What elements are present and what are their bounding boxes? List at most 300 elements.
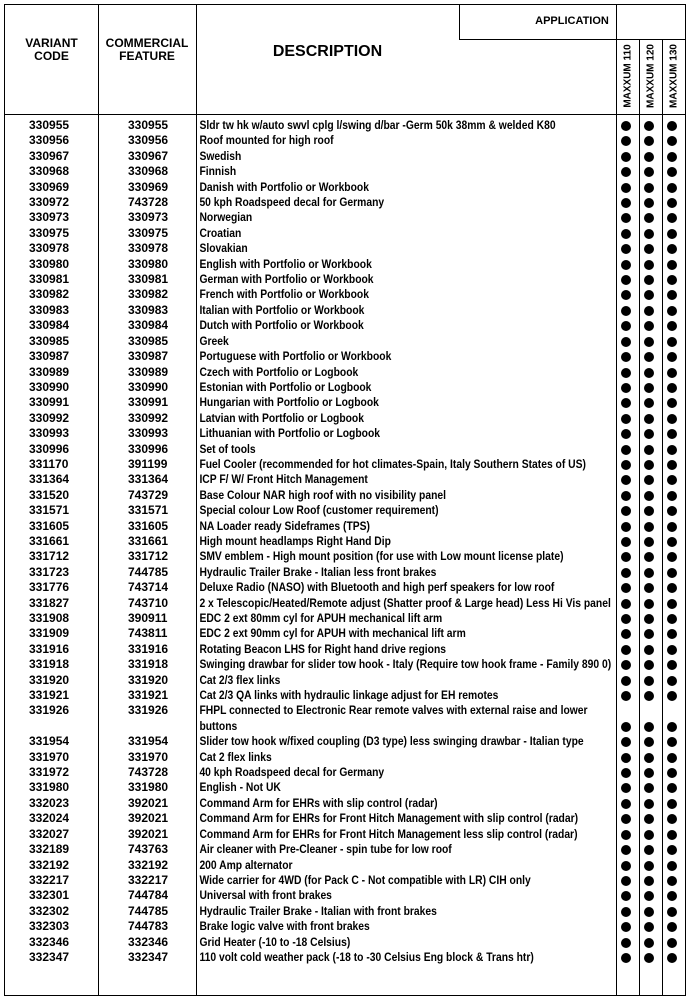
table-row xyxy=(5,334,684,349)
applies-maxxum-110-dot xyxy=(621,229,631,239)
applies-maxxum-120-dot xyxy=(644,136,654,146)
applies-maxxum-120-dot xyxy=(644,722,654,732)
description: FHPL connected to Electronic Rear remote valves with external raise and lower buttons xyxy=(199,703,588,733)
application-marks xyxy=(616,519,684,534)
applies-maxxum-130-dot xyxy=(667,891,677,901)
table-row xyxy=(5,411,684,426)
commercial-feature: 331920 xyxy=(128,672,169,687)
description: Latvian with Portfolio or Logbook xyxy=(199,410,364,425)
applies-maxxum-120-dot xyxy=(644,475,654,485)
applies-maxxum-130-dot xyxy=(667,830,677,840)
description: Lithuanian with Portfolio or Logbook xyxy=(199,426,381,441)
description: Portuguese with Portfolio or Workbook xyxy=(199,349,392,364)
applies-maxxum-110-dot xyxy=(621,152,631,162)
variant-code: 330983 xyxy=(29,302,70,317)
applies-maxxum-110-dot xyxy=(621,737,631,747)
description: Croatian xyxy=(199,225,242,240)
description: Air cleaner with Pre-Cleaner - spin tube for low roof xyxy=(199,842,452,857)
applies-maxxum-130-dot xyxy=(667,491,677,501)
table-row xyxy=(5,873,684,888)
commercial-feature: 392021 xyxy=(128,811,169,826)
application-marks xyxy=(616,503,684,518)
application-marks xyxy=(616,626,684,641)
application-marks xyxy=(616,873,684,888)
description: Fuel Cooler (recommended for hot climates-Spain, Italy Southern States of US) xyxy=(199,456,586,471)
variant-code: 332189 xyxy=(29,842,70,857)
applies-maxxum-120-dot xyxy=(644,737,654,747)
variant-code: 330969 xyxy=(29,179,70,194)
description: Swedish xyxy=(199,148,242,163)
table-row xyxy=(5,688,684,703)
description: 50 kph Roadspeed decal for Germany xyxy=(199,195,385,210)
variant-code: 330980 xyxy=(29,256,70,271)
variant-code: 330955 xyxy=(29,118,70,132)
table-row xyxy=(5,472,684,487)
commercial-feature: 330992 xyxy=(128,410,169,425)
applies-maxxum-130-dot xyxy=(667,306,677,316)
applies-maxxum-120-dot xyxy=(644,445,654,455)
commercial-feature: 331916 xyxy=(128,641,169,656)
application-marks xyxy=(616,488,684,503)
applies-maxxum-120-dot xyxy=(644,260,654,270)
table-row xyxy=(5,426,684,441)
commercial-feature: 330984 xyxy=(128,318,169,333)
commercial-feature: 744785 xyxy=(128,903,169,918)
applies-maxxum-130-dot xyxy=(667,645,677,655)
commercial-feature: 330990 xyxy=(128,379,169,394)
applies-maxxum-130-dot xyxy=(667,183,677,193)
variant-code: 332027 xyxy=(29,826,70,841)
applies-maxxum-110-dot xyxy=(621,891,631,901)
table-row xyxy=(5,842,684,857)
commercial-feature: 332346 xyxy=(128,934,169,949)
variant-code: 331954 xyxy=(29,734,70,749)
table-row xyxy=(5,195,684,210)
description: Rotating Beacon LHS for Right hand drive regions xyxy=(199,641,446,656)
applies-maxxum-120-dot xyxy=(644,152,654,162)
applies-maxxum-130-dot xyxy=(667,660,677,670)
variant-code: 331723 xyxy=(29,564,70,579)
applies-maxxum-110-dot xyxy=(621,599,631,609)
table-row xyxy=(5,888,684,903)
commercial-feature: 332192 xyxy=(128,857,169,872)
applies-maxxum-110-dot xyxy=(621,861,631,871)
description: Hungarian with Portfolio or Logbook xyxy=(199,395,379,410)
commercial-feature: 330981 xyxy=(128,272,169,287)
commercial-feature: 743728 xyxy=(128,765,169,780)
application-marks xyxy=(616,180,684,195)
applies-maxxum-120-dot xyxy=(644,383,654,393)
applies-maxxum-130-dot xyxy=(667,398,677,408)
description: EDC 2 ext 90mm cyl for APUH with mechanical lift arm xyxy=(199,626,466,641)
applies-maxxum-130-dot xyxy=(667,414,677,424)
commercial-feature: 743714 xyxy=(128,580,169,595)
table-row xyxy=(5,365,684,380)
variant-code: 332024 xyxy=(29,811,70,826)
commercial-feature: 330996 xyxy=(128,441,169,456)
application-marks xyxy=(616,858,684,873)
applies-maxxum-130-dot xyxy=(667,907,677,917)
variant-code: 330989 xyxy=(29,364,70,379)
applies-maxxum-130-dot xyxy=(667,783,677,793)
description: Roof mounted for high roof xyxy=(199,133,334,148)
applies-maxxum-110-dot xyxy=(621,275,631,285)
application-marks xyxy=(616,426,684,441)
commercial-feature: 330983 xyxy=(128,302,169,317)
variant-code: 331970 xyxy=(29,749,70,764)
table-row xyxy=(5,210,684,225)
applies-maxxum-110-dot xyxy=(621,922,631,932)
commercial-feature: 743763 xyxy=(128,842,169,857)
applies-maxxum-130-dot xyxy=(667,460,677,470)
description: English - Not UK xyxy=(199,780,281,795)
applies-maxxum-110-dot xyxy=(621,167,631,177)
applies-maxxum-130-dot xyxy=(667,352,677,362)
variant-code: 331170 xyxy=(29,456,69,471)
applies-maxxum-130-dot xyxy=(667,383,677,393)
description: Deluxe Radio (NASO) with Bluetooth and high perf speakers for low roof xyxy=(199,580,555,595)
commercial-feature: 330982 xyxy=(128,287,169,302)
variant-code: 331980 xyxy=(29,780,70,795)
table-row xyxy=(5,642,684,657)
commercial-feature: 743729 xyxy=(128,487,169,502)
applies-maxxum-130-dot xyxy=(667,953,677,963)
description: 40 kph Roadspeed decal for Germany xyxy=(199,765,385,780)
applies-maxxum-120-dot xyxy=(644,876,654,886)
description: SMV emblem - High mount position (for use with Low mount license plate) xyxy=(199,549,564,564)
table-row xyxy=(5,133,684,148)
applies-maxxum-120-dot xyxy=(644,213,654,223)
commercial-feature: 331954 xyxy=(128,734,169,749)
table-row xyxy=(5,272,684,287)
application-marks xyxy=(616,442,684,457)
commercial-feature: 330975 xyxy=(128,225,169,240)
application-marks xyxy=(616,303,684,318)
table-row xyxy=(5,303,684,318)
description: Sldr tw hk w/auto swvl cplg l/swing d/bar -Germ 50k 38mm & welded K80 xyxy=(199,118,556,132)
application-marks xyxy=(616,380,684,395)
commercial-feature: 330973 xyxy=(128,210,169,225)
applies-maxxum-130-dot xyxy=(667,599,677,609)
table-row xyxy=(5,503,684,518)
description: Cat 2 flex links xyxy=(199,749,272,764)
applies-maxxum-110-dot xyxy=(621,830,631,840)
header-divider xyxy=(5,114,685,115)
table-row xyxy=(5,750,684,765)
applies-maxxum-110-dot xyxy=(621,645,631,655)
applies-maxxum-110-dot xyxy=(621,953,631,963)
commercial-feature: 332347 xyxy=(128,949,169,964)
applies-maxxum-130-dot xyxy=(667,321,677,331)
application-marks xyxy=(616,580,684,595)
table-row xyxy=(5,380,684,395)
applies-maxxum-120-dot xyxy=(644,244,654,254)
table-row xyxy=(5,488,684,503)
description: Finnish xyxy=(199,164,237,179)
applies-maxxum-110-dot xyxy=(621,506,631,516)
applies-maxxum-120-dot xyxy=(644,614,654,624)
applies-maxxum-120-dot xyxy=(644,183,654,193)
applies-maxxum-110-dot xyxy=(621,814,631,824)
variant-code: 332023 xyxy=(29,795,70,810)
table-row xyxy=(5,549,684,564)
description: Norwegian xyxy=(199,210,253,225)
applies-maxxum-130-dot xyxy=(667,922,677,932)
applies-maxxum-120-dot xyxy=(644,753,654,763)
commercial-feature: 743710 xyxy=(128,595,169,610)
table-row xyxy=(5,318,684,333)
variant-code: 331520 xyxy=(29,487,70,502)
table-row xyxy=(5,796,684,811)
applies-maxxum-130-dot xyxy=(667,691,677,701)
application-header: APPLICATION xyxy=(535,15,609,27)
application-marks xyxy=(616,272,684,287)
description: Command Arm for EHRs for Front Hitch Management less slip control (radar) xyxy=(199,826,578,841)
variant-code: 330985 xyxy=(29,333,70,348)
application-marks xyxy=(616,118,684,133)
applies-maxxum-110-dot xyxy=(621,552,631,562)
applies-maxxum-130-dot xyxy=(667,845,677,855)
applies-maxxum-110-dot xyxy=(621,475,631,485)
applies-maxxum-130-dot xyxy=(667,275,677,285)
table-row xyxy=(5,287,684,302)
applies-maxxum-110-dot xyxy=(621,121,631,131)
table-row xyxy=(5,765,684,780)
table-row xyxy=(5,596,684,611)
application-marks xyxy=(616,395,684,410)
applies-maxxum-110-dot xyxy=(621,691,631,701)
applies-maxxum-130-dot xyxy=(667,244,677,254)
application-marks xyxy=(616,750,684,765)
description-header: DESCRIPTION xyxy=(272,43,383,60)
applies-maxxum-110-dot xyxy=(621,198,631,208)
applies-maxxum-110-dot xyxy=(621,614,631,624)
applies-maxxum-120-dot xyxy=(644,368,654,378)
application-marks xyxy=(616,904,684,919)
applies-maxxum-110-dot xyxy=(621,938,631,948)
applies-maxxum-120-dot xyxy=(644,537,654,547)
applies-maxxum-130-dot xyxy=(667,429,677,439)
table-row xyxy=(5,827,684,842)
description: Command Arm for EHRs with slip control (radar) xyxy=(199,795,438,810)
description: NA Loader ready Sideframes (TPS) xyxy=(199,518,370,533)
application-marks xyxy=(616,226,684,241)
applies-maxxum-110-dot xyxy=(621,183,631,193)
applies-maxxum-130-dot xyxy=(667,722,677,732)
applies-maxxum-130-dot xyxy=(667,753,677,763)
application-marks xyxy=(616,935,684,950)
table-row xyxy=(5,780,684,795)
applies-maxxum-130-dot xyxy=(667,337,677,347)
commercial-feature: 744784 xyxy=(128,888,169,903)
applies-maxxum-120-dot xyxy=(644,306,654,316)
applies-maxxum-120-dot xyxy=(644,229,654,239)
application-marks xyxy=(616,195,684,210)
variant-code: 331972 xyxy=(29,765,70,780)
description: Universal with front brakes xyxy=(199,888,332,903)
variant-table xyxy=(4,4,686,996)
application-marks xyxy=(616,133,684,148)
description: Hydraulic Trailer Brake - Italian with front brakes xyxy=(199,903,437,918)
applies-maxxum-120-dot xyxy=(644,429,654,439)
applies-maxxum-120-dot xyxy=(644,676,654,686)
table-row xyxy=(5,118,684,133)
applies-maxxum-110-dot xyxy=(621,522,631,532)
commercial-feature: 331921 xyxy=(128,688,169,703)
description: Slovakian xyxy=(199,241,248,256)
variant-code: 332347 xyxy=(29,949,70,964)
table-row xyxy=(5,180,684,195)
description: ICP F/ W/ Front Hitch Management xyxy=(199,472,368,487)
commercial-feature: 392021 xyxy=(128,826,169,841)
application-marks xyxy=(616,365,684,380)
applies-maxxum-120-dot xyxy=(644,414,654,424)
application-marks xyxy=(616,457,684,472)
description: Dutch with Portfolio or Workbook xyxy=(199,318,364,333)
commercial-feature: 331980 xyxy=(128,780,169,795)
table-row xyxy=(5,395,684,410)
commercial-feature: 332217 xyxy=(128,872,169,887)
variant-code: 331776 xyxy=(29,580,70,595)
commercial-feature: 330969 xyxy=(128,179,169,194)
applies-maxxum-120-dot xyxy=(644,167,654,177)
variant-code-header: VARIANT CODE xyxy=(25,36,78,63)
application-marks xyxy=(616,287,684,302)
applies-maxxum-110-dot xyxy=(621,676,631,686)
applies-maxxum-130-dot xyxy=(667,861,677,871)
variant-code: 331571 xyxy=(29,503,70,518)
applies-maxxum-130-dot xyxy=(667,938,677,948)
commercial-feature: 743811 xyxy=(128,626,168,641)
application-marks xyxy=(616,796,684,811)
variant-code: 330987 xyxy=(29,349,70,364)
applies-maxxum-110-dot xyxy=(621,398,631,408)
applies-maxxum-110-dot xyxy=(621,244,631,254)
description: 200 Amp alternator xyxy=(199,857,293,872)
application-marks xyxy=(616,688,684,703)
applies-maxxum-130-dot xyxy=(667,614,677,624)
applies-maxxum-110-dot xyxy=(621,260,631,270)
applies-maxxum-110-dot xyxy=(621,799,631,809)
commercial-feature: 743728 xyxy=(128,195,169,210)
applies-maxxum-130-dot xyxy=(667,290,677,300)
variant-code: 331605 xyxy=(29,518,70,533)
applies-maxxum-130-dot xyxy=(667,768,677,778)
table-row xyxy=(5,442,684,457)
description: High mount headlamps Right Hand Dip xyxy=(199,533,391,548)
application-marks xyxy=(616,919,684,934)
applies-maxxum-120-dot xyxy=(644,861,654,871)
commercial-feature: 330980 xyxy=(128,256,169,271)
variant-code: 332346 xyxy=(29,934,70,949)
applies-maxxum-130-dot xyxy=(667,506,677,516)
application-marks xyxy=(616,596,684,611)
application-marks xyxy=(616,164,684,179)
table-row xyxy=(5,565,684,580)
table-row xyxy=(5,580,684,595)
table-row xyxy=(5,534,684,549)
variant-code: 330978 xyxy=(29,241,70,256)
applies-maxxum-120-dot xyxy=(644,768,654,778)
applies-maxxum-130-dot xyxy=(667,799,677,809)
table-row xyxy=(5,626,684,641)
description: German with Portfolio or Workbook xyxy=(199,272,374,287)
table-row xyxy=(5,811,684,826)
applies-maxxum-110-dot xyxy=(621,337,631,347)
applies-maxxum-120-dot xyxy=(644,599,654,609)
description: Italian with Portfolio or Workbook xyxy=(199,302,365,317)
table-row xyxy=(5,919,684,934)
applies-maxxum-110-dot xyxy=(621,429,631,439)
variant-code: 332301 xyxy=(29,888,70,903)
description: English with Portfolio or Workbook xyxy=(199,256,372,271)
variant-code: 330968 xyxy=(29,164,70,179)
applies-maxxum-130-dot xyxy=(667,583,677,593)
application-marks xyxy=(616,318,684,333)
commercial-feature: 331661 xyxy=(128,533,169,548)
description: Cat 2/3 QA links with hydraulic linkage adjust for EH remotes xyxy=(199,688,499,703)
applies-maxxum-120-dot xyxy=(644,814,654,824)
applies-maxxum-130-dot xyxy=(667,368,677,378)
applies-maxxum-130-dot xyxy=(667,136,677,146)
table-row xyxy=(5,734,684,749)
commercial-feature: 331712 xyxy=(128,549,169,564)
applies-maxxum-120-dot xyxy=(644,583,654,593)
application-marks xyxy=(616,765,684,780)
application-marks xyxy=(616,734,684,749)
applies-maxxum-120-dot xyxy=(644,891,654,901)
application-marks xyxy=(616,611,684,626)
table-row xyxy=(5,950,684,965)
applies-maxxum-120-dot xyxy=(644,645,654,655)
applies-maxxum-110-dot xyxy=(621,445,631,455)
application-marks xyxy=(616,642,684,657)
variant-code: 330982 xyxy=(29,287,70,302)
variant-code: 332303 xyxy=(29,919,70,934)
applies-maxxum-110-dot xyxy=(621,537,631,547)
variant-code: 331921 xyxy=(29,688,70,703)
variant-code: 330996 xyxy=(29,441,70,456)
application-marks xyxy=(616,811,684,826)
variant-code: 330972 xyxy=(29,195,70,210)
table-row xyxy=(5,349,684,364)
application-marks xyxy=(616,673,684,688)
commercial-feature: 331926 xyxy=(128,703,169,718)
applies-maxxum-120-dot xyxy=(644,629,654,639)
description: Command Arm for EHRs for Front Hitch Management with slip control (radar) xyxy=(199,811,579,826)
commercial-feature: 330993 xyxy=(128,426,169,441)
description: Swinging drawbar for slider tow hook - Italy (Require tow hook frame - Family 890 0) xyxy=(199,657,612,672)
applies-maxxum-120-dot xyxy=(644,398,654,408)
application-marks xyxy=(616,534,684,549)
description: Cat 2/3 flex links xyxy=(199,672,281,687)
application-marks xyxy=(616,257,684,272)
applies-maxxum-120-dot xyxy=(644,783,654,793)
description: French with Portfolio or Workbook xyxy=(199,287,369,302)
application-marks xyxy=(616,549,684,564)
description: Set of tools xyxy=(199,441,256,456)
applies-maxxum-110-dot xyxy=(621,414,631,424)
variant-code: 330981 xyxy=(29,272,70,287)
applies-maxxum-110-dot xyxy=(621,136,631,146)
table-row xyxy=(5,257,684,272)
applies-maxxum-130-dot xyxy=(667,445,677,455)
applies-maxxum-120-dot xyxy=(644,938,654,948)
applies-maxxum-120-dot xyxy=(644,907,654,917)
applies-maxxum-120-dot xyxy=(644,845,654,855)
table-body xyxy=(5,118,684,965)
commercial-feature: 744785 xyxy=(128,564,169,579)
